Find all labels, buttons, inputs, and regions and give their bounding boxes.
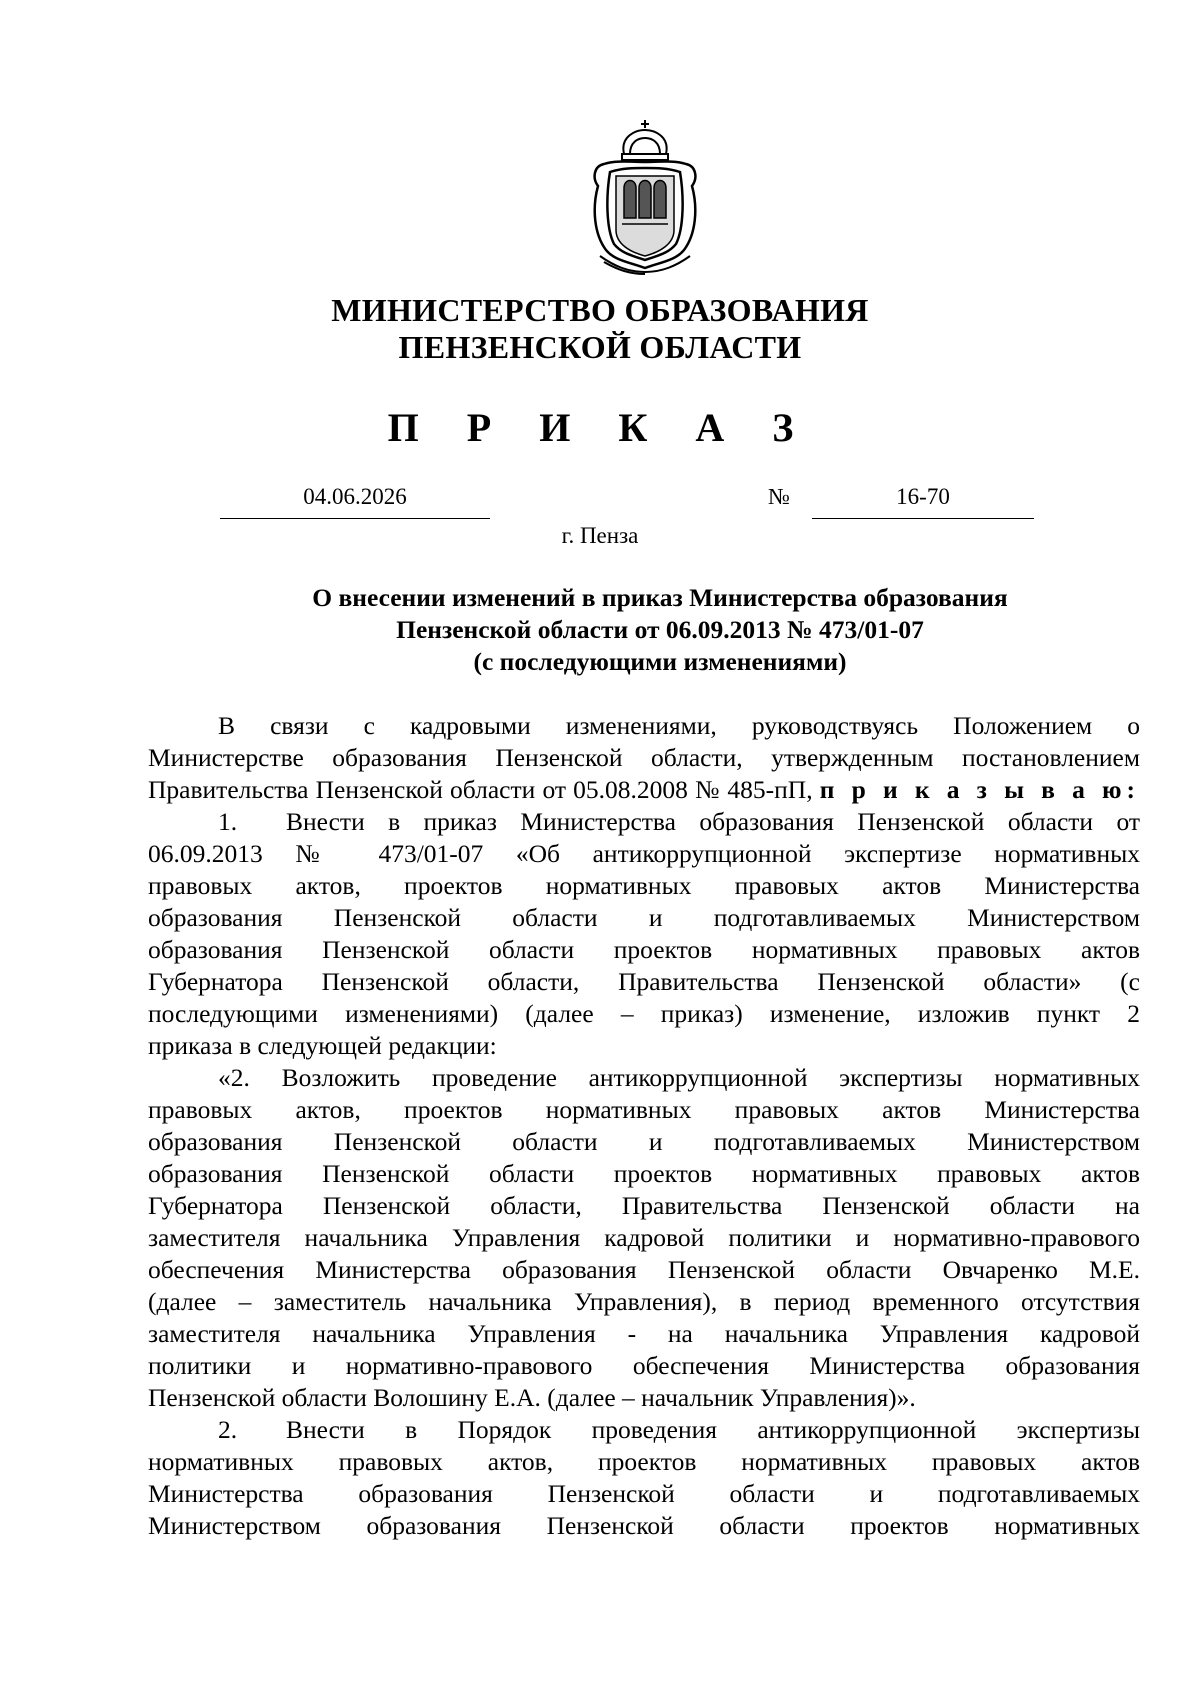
body-line (148, 1414, 1140, 1446)
body-line: Губернатора Пензенской области, Правительства Пензенской области на (148, 1191, 1140, 1220)
order-title-line2: Пензенской области от 06.09.2013 № 473/01-07 (396, 615, 924, 644)
body-line: обеспечения Министерства образования Пензенской области Овчаренко М.Е. (148, 1255, 1140, 1284)
point-number: 2. (218, 1415, 238, 1444)
ministry-name-line2: ПЕНЗЕНСКОЙ ОБЛАСТИ (398, 329, 802, 365)
body-line: Губернатора Пензенской области, Правительства Пензенской области» (с (148, 967, 1140, 996)
penza-oblast-coat-of-arms-icon (584, 116, 706, 276)
body-line: «2. Возложить проведение антикоррупционной экспертизы нормативных (218, 1063, 1140, 1092)
body-line: образования Пензенской области проектов нормативных правовых актов (148, 1159, 1140, 1188)
order-number: 16-70 (896, 484, 950, 509)
order-title-line3: (с последующими изменениями) (473, 647, 847, 676)
prikazyvayu-text: п р и к а з ы в а ю: (819, 775, 1141, 804)
number-sign: № (768, 484, 790, 509)
order-date: 04.06.2026 (303, 484, 407, 509)
body-line: образования Пензенской области и подготавливаемых Министерством (148, 903, 1140, 932)
body-line: приказа в следующей редакции: (148, 1031, 497, 1060)
body-line: заместителя начальника Управления - на начальника Управления кадровой (148, 1319, 1140, 1348)
body-line: правовых актов, проектов нормативных правовых актов Министерства (148, 1095, 1140, 1124)
body-line (148, 774, 1140, 806)
body-line: политики и нормативно-правового обеспечения Министерства образования (148, 1351, 1140, 1380)
body-line: В связи с кадровыми изменениями, руководствуясь Положением о (218, 711, 1140, 740)
body-line: 06.09.2013 № 473/01-07 «Об антикоррупционной экспертизе нормативных (148, 839, 1140, 868)
body-line: Министерства образования Пензенской области и подготавливаемых (148, 1479, 1140, 1508)
body-line: правовых актов, проектов нормативных правовых актов Министерства (148, 871, 1140, 900)
number-underline (812, 518, 1034, 519)
body-line: нормативных правовых актов, проектов нормативных правовых актов (148, 1447, 1140, 1476)
date-underline (220, 518, 490, 519)
document-type-heading: П Р И К А З (387, 405, 813, 450)
city: г. Пенза (561, 523, 639, 548)
body-line: заместителя начальника Управления кадровой политики и нормативно-правового (148, 1223, 1140, 1252)
point-number: 1. (218, 807, 238, 836)
body-text: Внести в Порядок проведения антикоррупционной экспертизы (286, 1415, 1140, 1444)
order-title-line1: О внесении изменений в приказ Министерства образования (312, 583, 1008, 612)
body-line: образования Пензенской области проектов нормативных правовых актов (148, 935, 1140, 964)
ministry-name-line1: МИНИСТЕРСТВО ОБРАЗОВАНИЯ (331, 292, 869, 328)
body-text: Внести в приказ Министерства образования Пензенской области от (286, 807, 1140, 836)
body-line: Министерстве образования Пензенской области, утвержденным постановлением (148, 743, 1140, 772)
body-line: (далее – заместитель начальника Управления), в период временного отсутствия (148, 1287, 1140, 1316)
body-line: последующими изменениями) (далее – приказ) изменение, изложив пункт 2 (148, 999, 1140, 1028)
body-line: Пензенской области Волошину Е.А. (далее – начальник Управления)». (148, 1383, 916, 1412)
body-text: Правительства Пензенской области от 05.08.2008 № 485-пП, (148, 775, 813, 804)
body-line: образования Пензенской области и подготавливаемых Министерством (148, 1127, 1140, 1156)
body-line (148, 806, 1140, 838)
body-line: Министерством образования Пензенской области проектов нормативных (148, 1511, 1140, 1540)
